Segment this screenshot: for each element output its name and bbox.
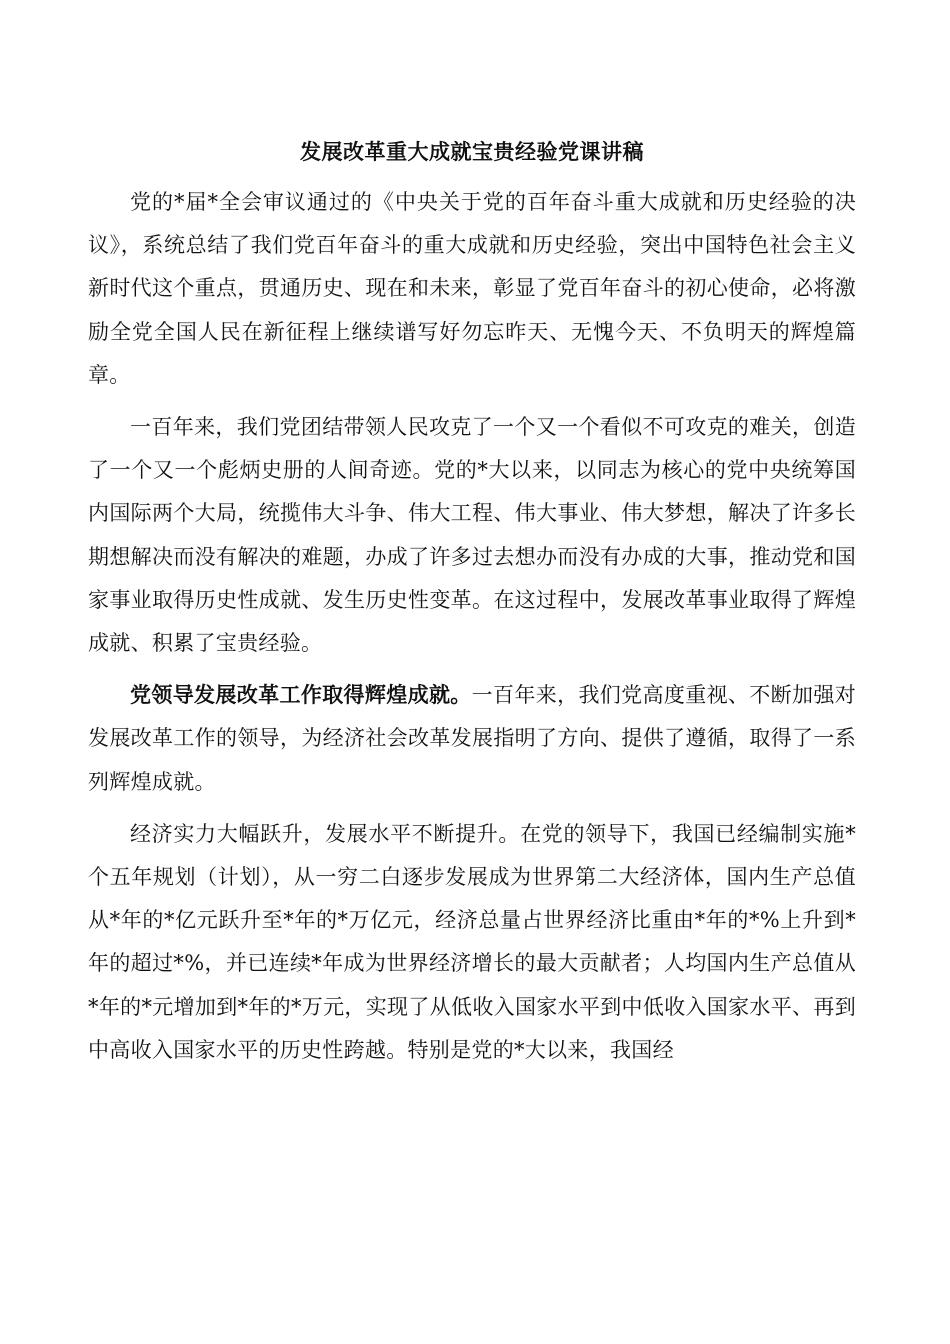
- paragraph-1-text: 党的*届*全会审议通过的《中央关于党的百年奋斗重大成就和历史经验的决议》，系统总结了我们党百年奋斗的重大成就和历史经验，突出中国特色社会主义新时代这个重点，贯通历史、现在和未来，彰显了党百年奋斗的初心使命，必将激励全党全国人民在新征程上继续谱写好勿忘昨天、无愧今天、不负明天的辉煌篇章。: [88, 190, 856, 387]
- paragraph-3-text: 一百年来，我们党高度重视、不断加强对发展改革工作的领导，为经济社会改革发展指明了方向、提供了遵循，取得了一系列辉煌成就。: [88, 683, 856, 794]
- paragraph-3-lead: 党领导发展改革工作取得辉煌成就。: [130, 682, 472, 708]
- paragraph-1: [88, 180, 856, 397]
- document-body: [88, 134, 856, 1080]
- document-title: 发展改革重大成就宝贵经验党课讲稿: [300, 139, 644, 164]
- paragraph-4-text: 经济实力大幅跃升，发展水平不断提升。在党的领导下，我国已经编制实施*个五年规划（计划），从一穷二白逐步发展成为世界第二大经济体，国内生产总值从*年的*亿元跃升至*年的*万亿元，经济总量占世界经济比重由*年的*%上升到*年的超过*%，并已连续*年成为世界经济增长的最大贡献者；人均国内生产总值从*年的*元增加到*年的*万元，实现了从低收入国家水平到中低收入国家水平、再到中高收入国家水平的历史性跨越。特别是党的*大以来，我国经: [88, 821, 856, 1062]
- paragraph-2-text: 一百年来，我们党团结带领人民攻克了一个又一个看似不可攻克的难关，创造了一个又一个彪炳史册的人间奇迹。党的*大以来，以同志为核心的党中央统筹国内国际两个大局，统揽伟大斗争、伟大工程、伟大事业、伟大梦想，解决了许多长期想解决而没有解决的难题，办成了许多过去想办而没有办成的大事，推动党和国家事业取得历史性成就、发生历史性变革。在这过程中，发展改革事业取得了辉煌成就、积累了宝贵经验。: [88, 415, 856, 656]
- paragraph-4: [88, 812, 856, 1072]
- paragraph-3: [88, 673, 856, 804]
- paragraph-2: [88, 405, 856, 665]
